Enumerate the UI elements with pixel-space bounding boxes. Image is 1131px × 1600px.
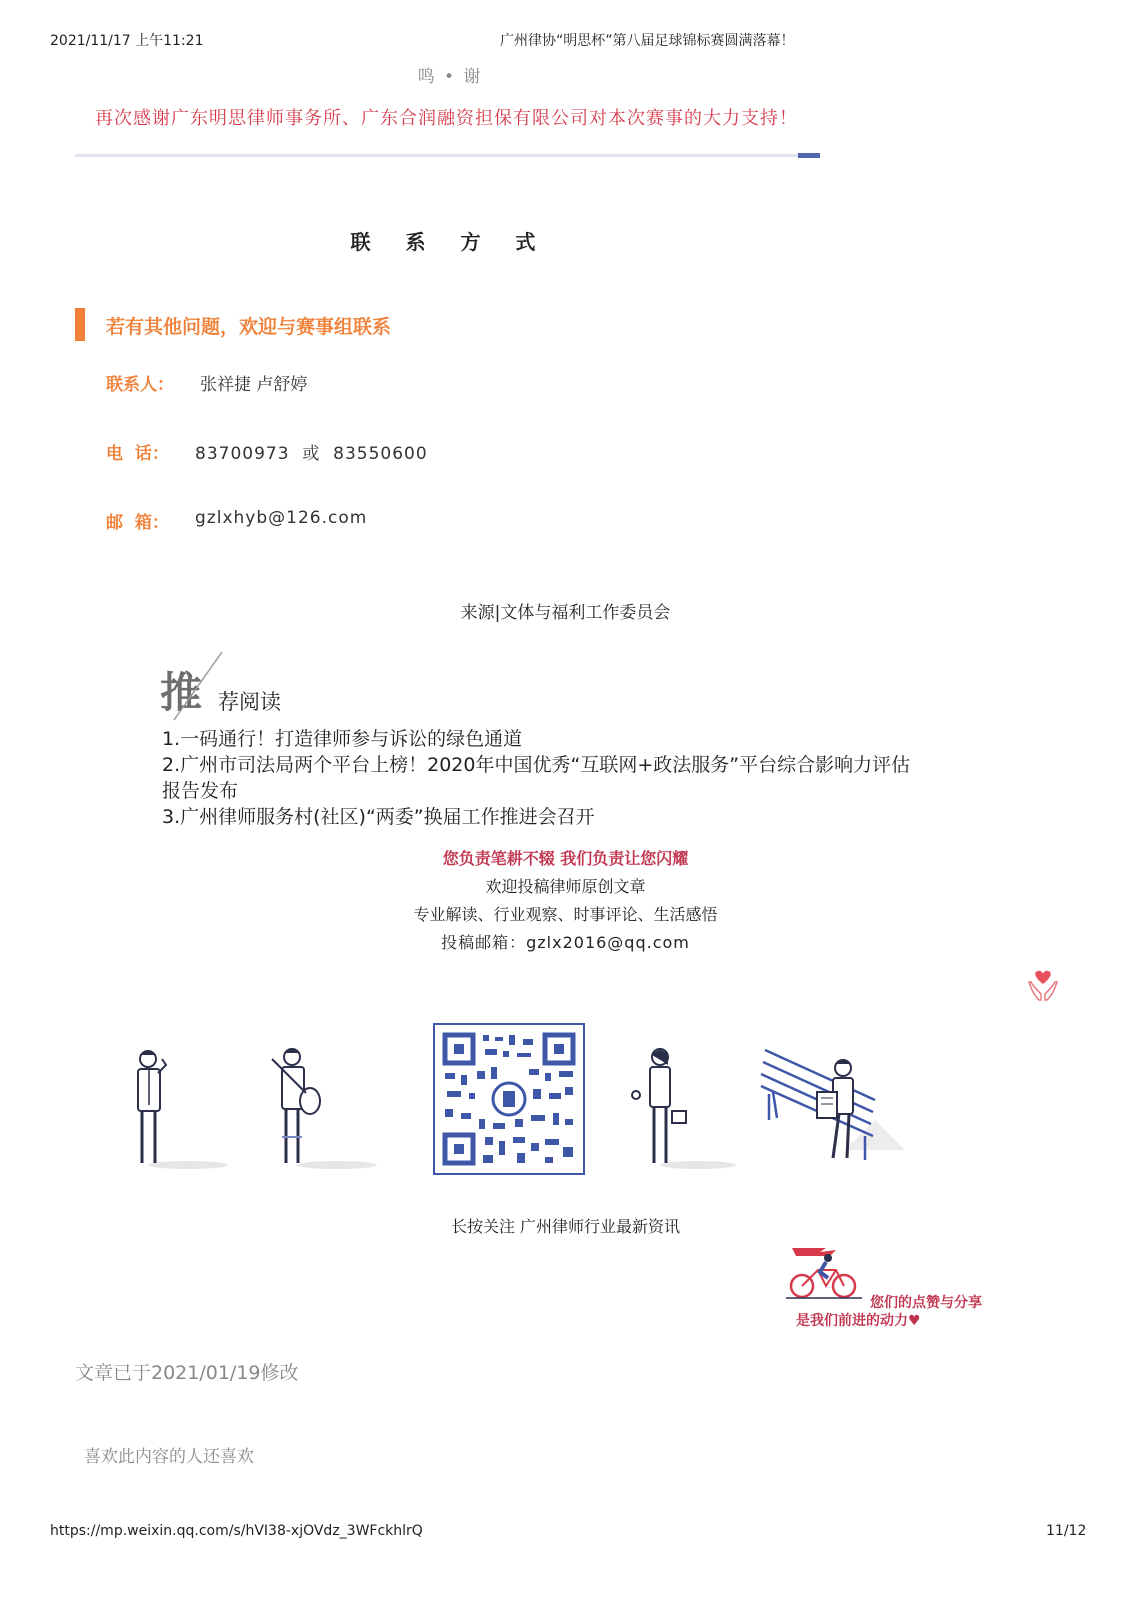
recommend-item-3[interactable]: 3.广州律师服务村(社区)“两委”换届工作推进会召开	[162, 806, 595, 828]
qr-caption: 长按关注 广州律师行业最新资讯	[450, 1217, 681, 1236]
divider-accent	[798, 153, 820, 158]
print-title: 广州律协“明思杯”第八届足球锦标赛圆满落幕！	[500, 33, 795, 49]
print-url: https://mp.weixin.qq.com/s/hVI38-xjOVdz_3WFckhlrQ	[50, 1523, 423, 1539]
modified-note: 文章已于2021/01/19修改	[75, 1362, 299, 1384]
qr-code[interactable]	[433, 1023, 585, 1175]
recommend-item-2-cont[interactable]: 报告发布	[162, 780, 239, 802]
email-value[interactable]: gzlxhyb@126.com	[195, 508, 368, 528]
contact-person-label: 联系人：	[106, 375, 174, 395]
submission-email: 投稿邮箱：gzlx2016@qq.com	[441, 933, 690, 952]
share-line-2: 是我们前进的动力♥	[796, 1313, 921, 1329]
slogan-line-2: 专业解读、行业观察、时事评论、生活感悟	[413, 905, 718, 924]
recommend-heading: 荐阅读	[218, 690, 281, 714]
person-briefcase-illustration	[628, 1045, 738, 1175]
related-heading: 喜欢此内容的人还喜欢	[84, 1447, 254, 1467]
source-line: 来源|文体与福利工作委员会	[460, 603, 671, 623]
email-label: 邮 箱：	[106, 513, 169, 533]
person-bench-illustration	[755, 1040, 905, 1175]
slogan-line-1: 欢迎投稿律师原创文章	[485, 877, 646, 896]
contact-person-value: 张祥捷 卢舒婷	[200, 375, 308, 395]
recommend-item-2[interactable]: 2.广州市司法局两个平台上榜！2020年中国优秀“互联网+政法服务”平台综合影响力评估	[162, 754, 911, 776]
print-page-number: 11/12	[1046, 1523, 1087, 1539]
recommend-item-1[interactable]: 1.一码通行！打造律师参与诉讼的绿色通道	[162, 728, 523, 750]
print-datetime: 2021/11/17 上午11:21	[50, 33, 204, 49]
person-guitar-illustration	[262, 1045, 377, 1175]
share-line-1: 您们的点赞与分享	[870, 1295, 982, 1311]
cyclist-illustration	[786, 1244, 862, 1300]
thanks-text: 再次感谢广东明思律师事务所、广东合润融资担保有限公司对本次赛事的大力支持！	[95, 108, 798, 129]
slogan-headline: 您负责笔耕不辍 我们负责让您闪耀	[442, 849, 689, 868]
heading-accent-bar	[75, 308, 85, 341]
phone-label: 电 话：	[106, 444, 169, 464]
divider	[75, 154, 820, 157]
thanks-title: 鸣 • 谢	[417, 67, 483, 87]
phone-value: 83700973 或 83550600	[195, 444, 428, 464]
hands-heart-icon[interactable]	[1025, 968, 1061, 1004]
person-phone-illustration	[118, 1045, 230, 1175]
contact-heading: 若有其他问题，欢迎与赛事组联系	[106, 316, 392, 338]
recommend-big-char: 推	[160, 668, 203, 717]
contact-title: 联 系 方 式	[350, 230, 550, 254]
